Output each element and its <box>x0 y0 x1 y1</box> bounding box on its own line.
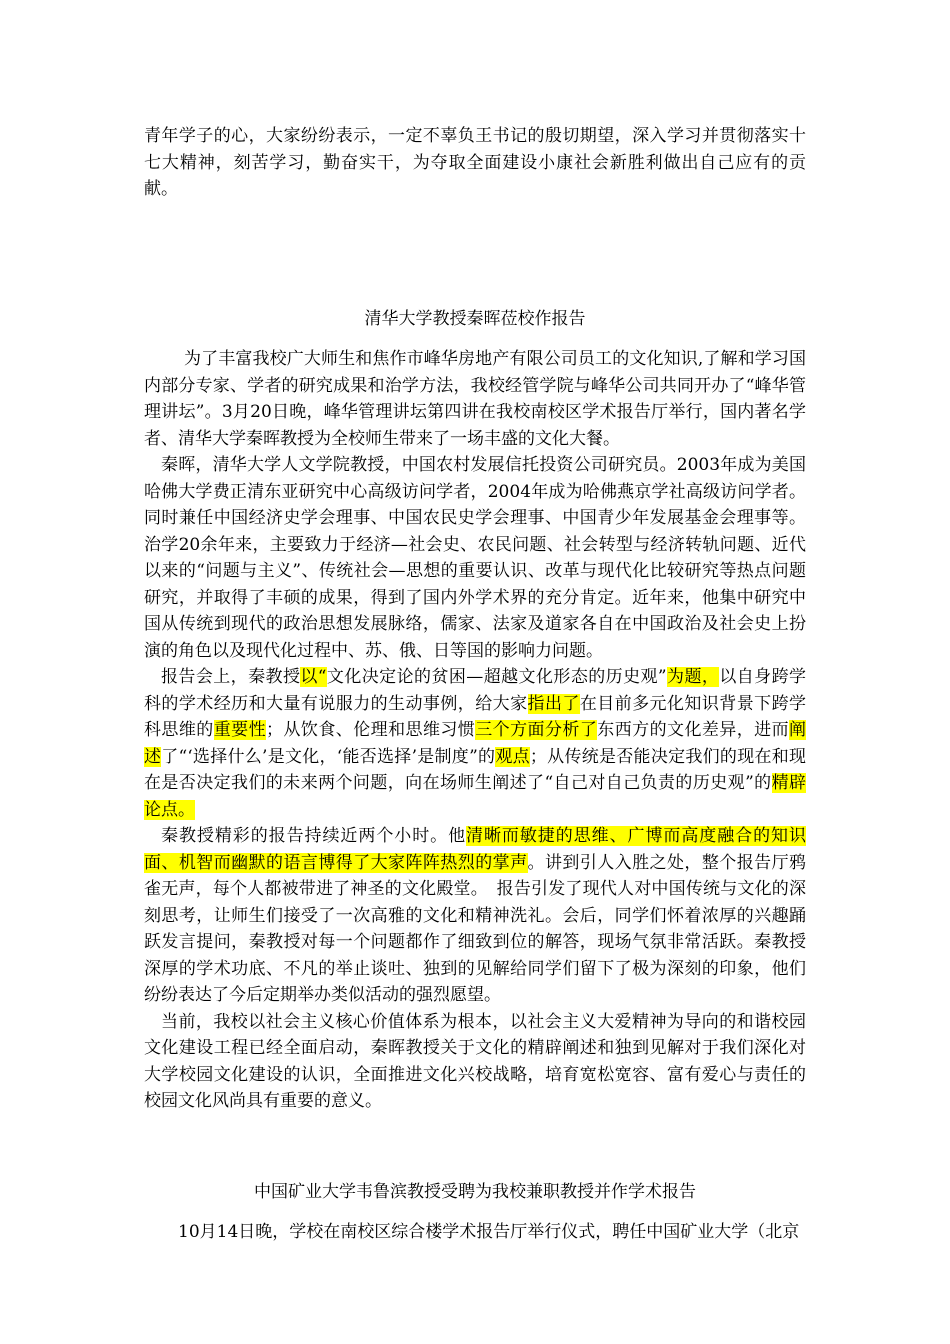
highlighted-text: 精辟论点。 <box>144 773 807 820</box>
text-run: 以自身跨学科的学术经历和大量有说服力的生动事例，给大家 <box>144 667 806 714</box>
article-title-qinhui: 清华大学教授秦晖莅校作报告 <box>364 308 586 329</box>
article1-paragraph-5: 当前，我校以社会主义核心价值体系为根本，以社会主义大爱精神为导向的和谐校园文化建设工程已经全面启动，秦晖教授关于文化的精辟阐述和独到见解对于我们深化对大学校园文化建设的认识，全面推进文化兴校战略，培育宽松宽容、富有爱心与责任的校园文化风尚具有重要的意义。 <box>144 1011 806 1111</box>
spacer <box>144 1115 806 1179</box>
spacer <box>144 203 806 306</box>
text-run: 东西方的文化差异，进而 <box>597 720 790 740</box>
article1-paragraph-2: 秦晖，清华大学人文学院教授，中国农村发展信托投资公司研究员。2003年成为美国哈佛大学费正清东亚研究中心高级访问学者，2004年成为哈佛燕京学社高级访问学者。同时兼任中国经济史学会理事、中国农民史学会理事、中国青少年发展基金会理事等。治学20余年来，主要致力于经济—社会史、农民问题、社会转型与经济转轨问题、近代以来的“问题与主义”、传统社会—思想的重要认识、改革与现代化比较研究等热点问题研究，并取得了丰硕的成果，得到了国内外学术界的充分肯定。近年来，他集中研究中国从传统到现代的政治思想发展脉络，儒家、法家及道家各自在中国政治及社会史上扮演的角色以及现代化过程中、苏、俄、日等国的影响力问题。 <box>144 455 806 661</box>
text-run: 秦教授精彩的报告持续近两个小时。他 <box>161 826 467 846</box>
text-run: 了“‘选择什么’是文化，‘能否选择’是制度”的 <box>161 746 496 767</box>
text-run: 报告会上，秦教授 <box>161 667 301 687</box>
document-page <box>144 123 806 1246</box>
highlighted-text: 清晰而敏捷的思维、广博而高度融合的知识面、机智而幽默的语言博得了大家阵阵热烈的掌声 <box>144 826 807 873</box>
highlighted-text: 三个方面分析了 <box>475 720 598 740</box>
highlighted-text: 重要性 <box>213 720 267 740</box>
text-run: 在目前多元化知识背景下跨学科思维的 <box>144 693 807 740</box>
article1-paragraph-3 <box>144 664 806 823</box>
article1-paragraph-1: 为了丰富我校广大师生和焦作市峰华房地产有限公司员工的文化知识,了解和学习国内部分专家、学者的研究成果和治学方法，我校经管学院与峰华公司共同开办了“峰华管理讲坛”。3月20日晚，峰华管理讲坛第四讲在我校南校区学术报告厅举行，国内著名学者、清华大学秦晖教授为全校师生带来了一场丰盛的文化大餐。 <box>144 349 806 449</box>
text-run: ；从传统是否能决定我们的现在和现在是否决定我们的未来两个问题，向在场师生阐述了“自己对自己负责的历史观”的 <box>144 746 807 793</box>
highlighted-text: 指出了 <box>527 693 580 714</box>
article-title-weilubin: 中国矿业大学韦鲁滨教授受聘为我校兼职教授并作学术报告 <box>254 1181 696 1202</box>
article1-paragraph-4 <box>144 823 806 1009</box>
highlighted-text: 为题， <box>666 667 720 687</box>
text-run: 。讲到引人入胜之处，整个报告厅鸦雀无声，每个人都被带进了神圣的文化殿堂。 报告引发了现代人对中国传统与文化的深刻思考，让师生们接受了一次高雅的文化和精神洗礼。会后，同学们怀着浓厚的兴趣踊跃发言提问，秦教授对每一个问题都作了细致到位的解答，现场气氛非常活跃。秦教授深厚的学术功底、不凡的举止谈吐、独到的见解给同学们留下了极为深刻的印象，他们纷纷表达了今后定期举办类似活动的强烈愿望。 <box>144 852 807 1005</box>
text-run: ；从饮食、伦理和思维习惯 <box>266 720 476 740</box>
highlighted-text: 阐述 <box>144 720 807 767</box>
spacer <box>144 332 806 346</box>
continued-paragraph: 青年学子的心，大家纷纷表示，一定不辜负王书记的殷切期望，深入学习并贯彻落实十七大精神，刻苦学习，勤奋实干，为夺取全面建设小康社会新胜利做出自己应有的贡献。 <box>144 126 806 199</box>
highlighted-text: 以“ <box>300 667 327 687</box>
article2-paragraph-1: 10月14日晚，学校在南校区综合楼学术报告厅举行仪式，聘任中国矿业大学（北京 <box>178 1222 800 1242</box>
highlighted-text: 观点 <box>495 746 530 767</box>
spacer <box>144 1205 806 1219</box>
text-run: 文化决定论的贫困—超越文化形态的历史观” <box>326 667 667 687</box>
